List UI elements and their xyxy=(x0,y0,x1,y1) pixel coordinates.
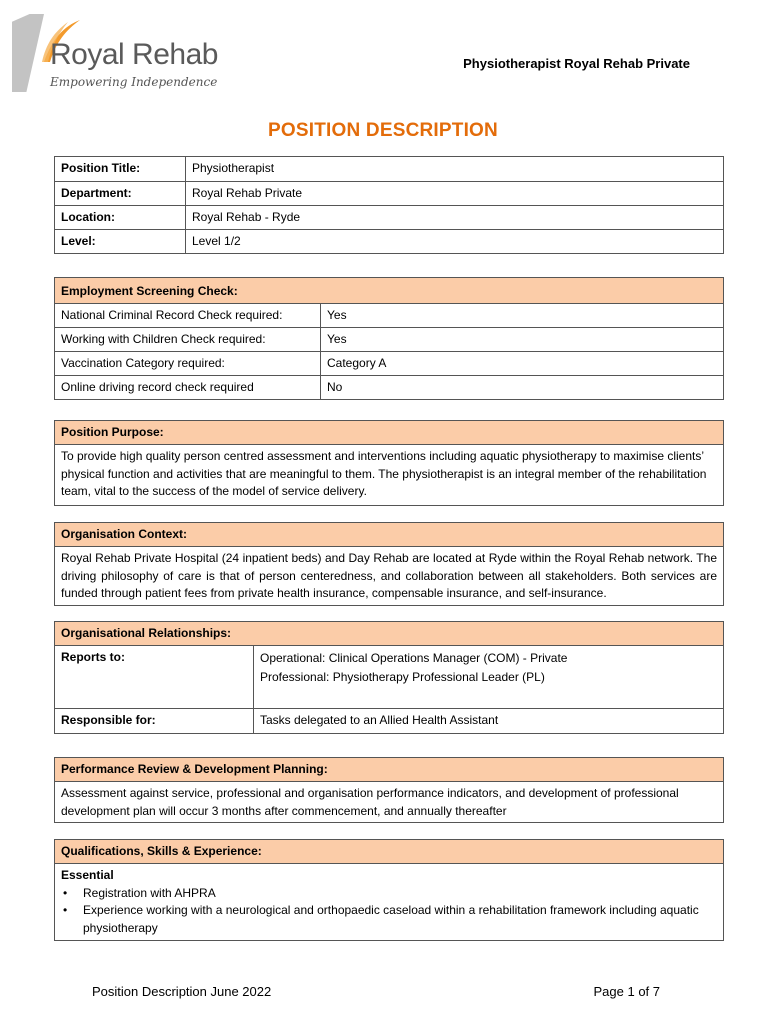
reports-operational: Operational: Clinical Operations Manager (COM) - Private xyxy=(260,651,568,665)
qualifications-body xyxy=(55,864,724,941)
table-row xyxy=(55,352,724,376)
qualifications-heading: Qualifications, Skills & Experience: xyxy=(55,840,724,864)
table-row xyxy=(55,445,724,506)
table-row xyxy=(55,646,724,709)
reports-to-label: Reports to: xyxy=(55,646,254,709)
section-header-row xyxy=(55,758,724,782)
section-header-row xyxy=(55,421,724,445)
footer-page-number: Page 1 of 7 xyxy=(593,984,660,999)
location-label: Location: xyxy=(55,206,186,230)
table-row xyxy=(55,864,724,941)
essential-list xyxy=(61,885,717,938)
header-title: Physiotherapist Royal Rehab Private xyxy=(463,56,690,71)
logo-tagline: Empowering Independence xyxy=(50,75,218,89)
organisation-context-table xyxy=(54,522,724,606)
department-label: Department: xyxy=(55,182,186,206)
screening-label: National Criminal Record Check required: xyxy=(55,304,321,328)
list-item: • Registration with AHPRA xyxy=(61,885,717,903)
performance-text: Assessment against service, professional and organisation performance indicators, and development of professional development plan will occur 3 months after commencement, and annually thereafter xyxy=(55,782,724,823)
organisational-relationships-table xyxy=(54,621,724,734)
table-row xyxy=(55,230,724,254)
reports-professional: Professional: Physiotherapy Professional Leader (PL) xyxy=(260,670,545,684)
purpose-text: To provide high quality person centred assessment and interventions including aquatic physiotherapy to maximise clients’ physical function and activities that are meaningful to them. The physiotherapist is an integral member of the rehabilitation team, vital to the success of the model of service delivery. xyxy=(55,445,724,506)
section-header-row xyxy=(55,523,724,547)
position-details-table xyxy=(54,156,724,254)
table-row xyxy=(55,206,724,230)
responsible-for-label: Responsible for: xyxy=(55,709,254,734)
logo-name: Royal Rehab xyxy=(50,38,218,71)
level-value: Level 1/2 xyxy=(186,230,724,254)
responsible-for-value: Tasks delegated to an Allied Health Assistant xyxy=(254,709,724,734)
performance-review-table xyxy=(54,757,724,823)
location-value: Royal Rehab - Ryde xyxy=(186,206,724,230)
table-row xyxy=(55,157,724,182)
context-heading: Organisation Context: xyxy=(55,523,724,547)
table-row xyxy=(55,709,724,734)
screening-heading: Employment Screening Check: xyxy=(55,278,724,304)
document-title: POSITION DESCRIPTION xyxy=(268,120,498,141)
position-purpose-table xyxy=(54,420,724,506)
royal-rehab-logo xyxy=(12,14,224,96)
section-header-row xyxy=(55,622,724,646)
essential-subheading: Essential xyxy=(61,868,114,882)
table-row xyxy=(55,328,724,352)
list-item: • Experience working with a neurological and orthopaedic caseload within a rehabilitation framework including aquatic physiotherapy xyxy=(61,902,717,937)
level-label: Level: xyxy=(55,230,186,254)
screening-table xyxy=(54,277,724,400)
screening-value: Yes xyxy=(321,304,724,328)
screening-value: No xyxy=(321,376,724,400)
table-row xyxy=(55,304,724,328)
position-title-value: Physiotherapist xyxy=(186,157,724,182)
table-row xyxy=(55,782,724,823)
section-header-row xyxy=(55,278,724,304)
screening-value: Yes xyxy=(321,328,724,352)
performance-heading: Performance Review & Development Planning: xyxy=(55,758,724,782)
purpose-heading: Position Purpose: xyxy=(55,421,724,445)
screening-value: Category A xyxy=(321,352,724,376)
footer-document-info: Position Description June 2022 xyxy=(92,984,272,999)
section-header-row xyxy=(55,840,724,864)
screening-label: Working with Children Check required: xyxy=(55,328,321,352)
qualifications-table xyxy=(54,839,724,941)
department-value: Royal Rehab Private xyxy=(186,182,724,206)
table-row xyxy=(55,182,724,206)
screening-label: Online driving record check required xyxy=(55,376,321,400)
table-row xyxy=(55,547,724,606)
reports-to-value xyxy=(254,646,724,709)
screening-label: Vaccination Category required: xyxy=(55,352,321,376)
table-row xyxy=(55,376,724,400)
position-title-label: Position Title: xyxy=(55,157,186,182)
relationships-heading: Organisational Relationships: xyxy=(55,622,724,646)
context-text: Royal Rehab Private Hospital (24 inpatient beds) and Day Rehab are located at Ryde within the Royal Rehab network. The driving philosophy of care is that of person centeredness, and collaboration between all stakeholders. Both services are funded through patient fees from private health insurance, compensable insurance, and self-insurance. xyxy=(55,547,724,606)
